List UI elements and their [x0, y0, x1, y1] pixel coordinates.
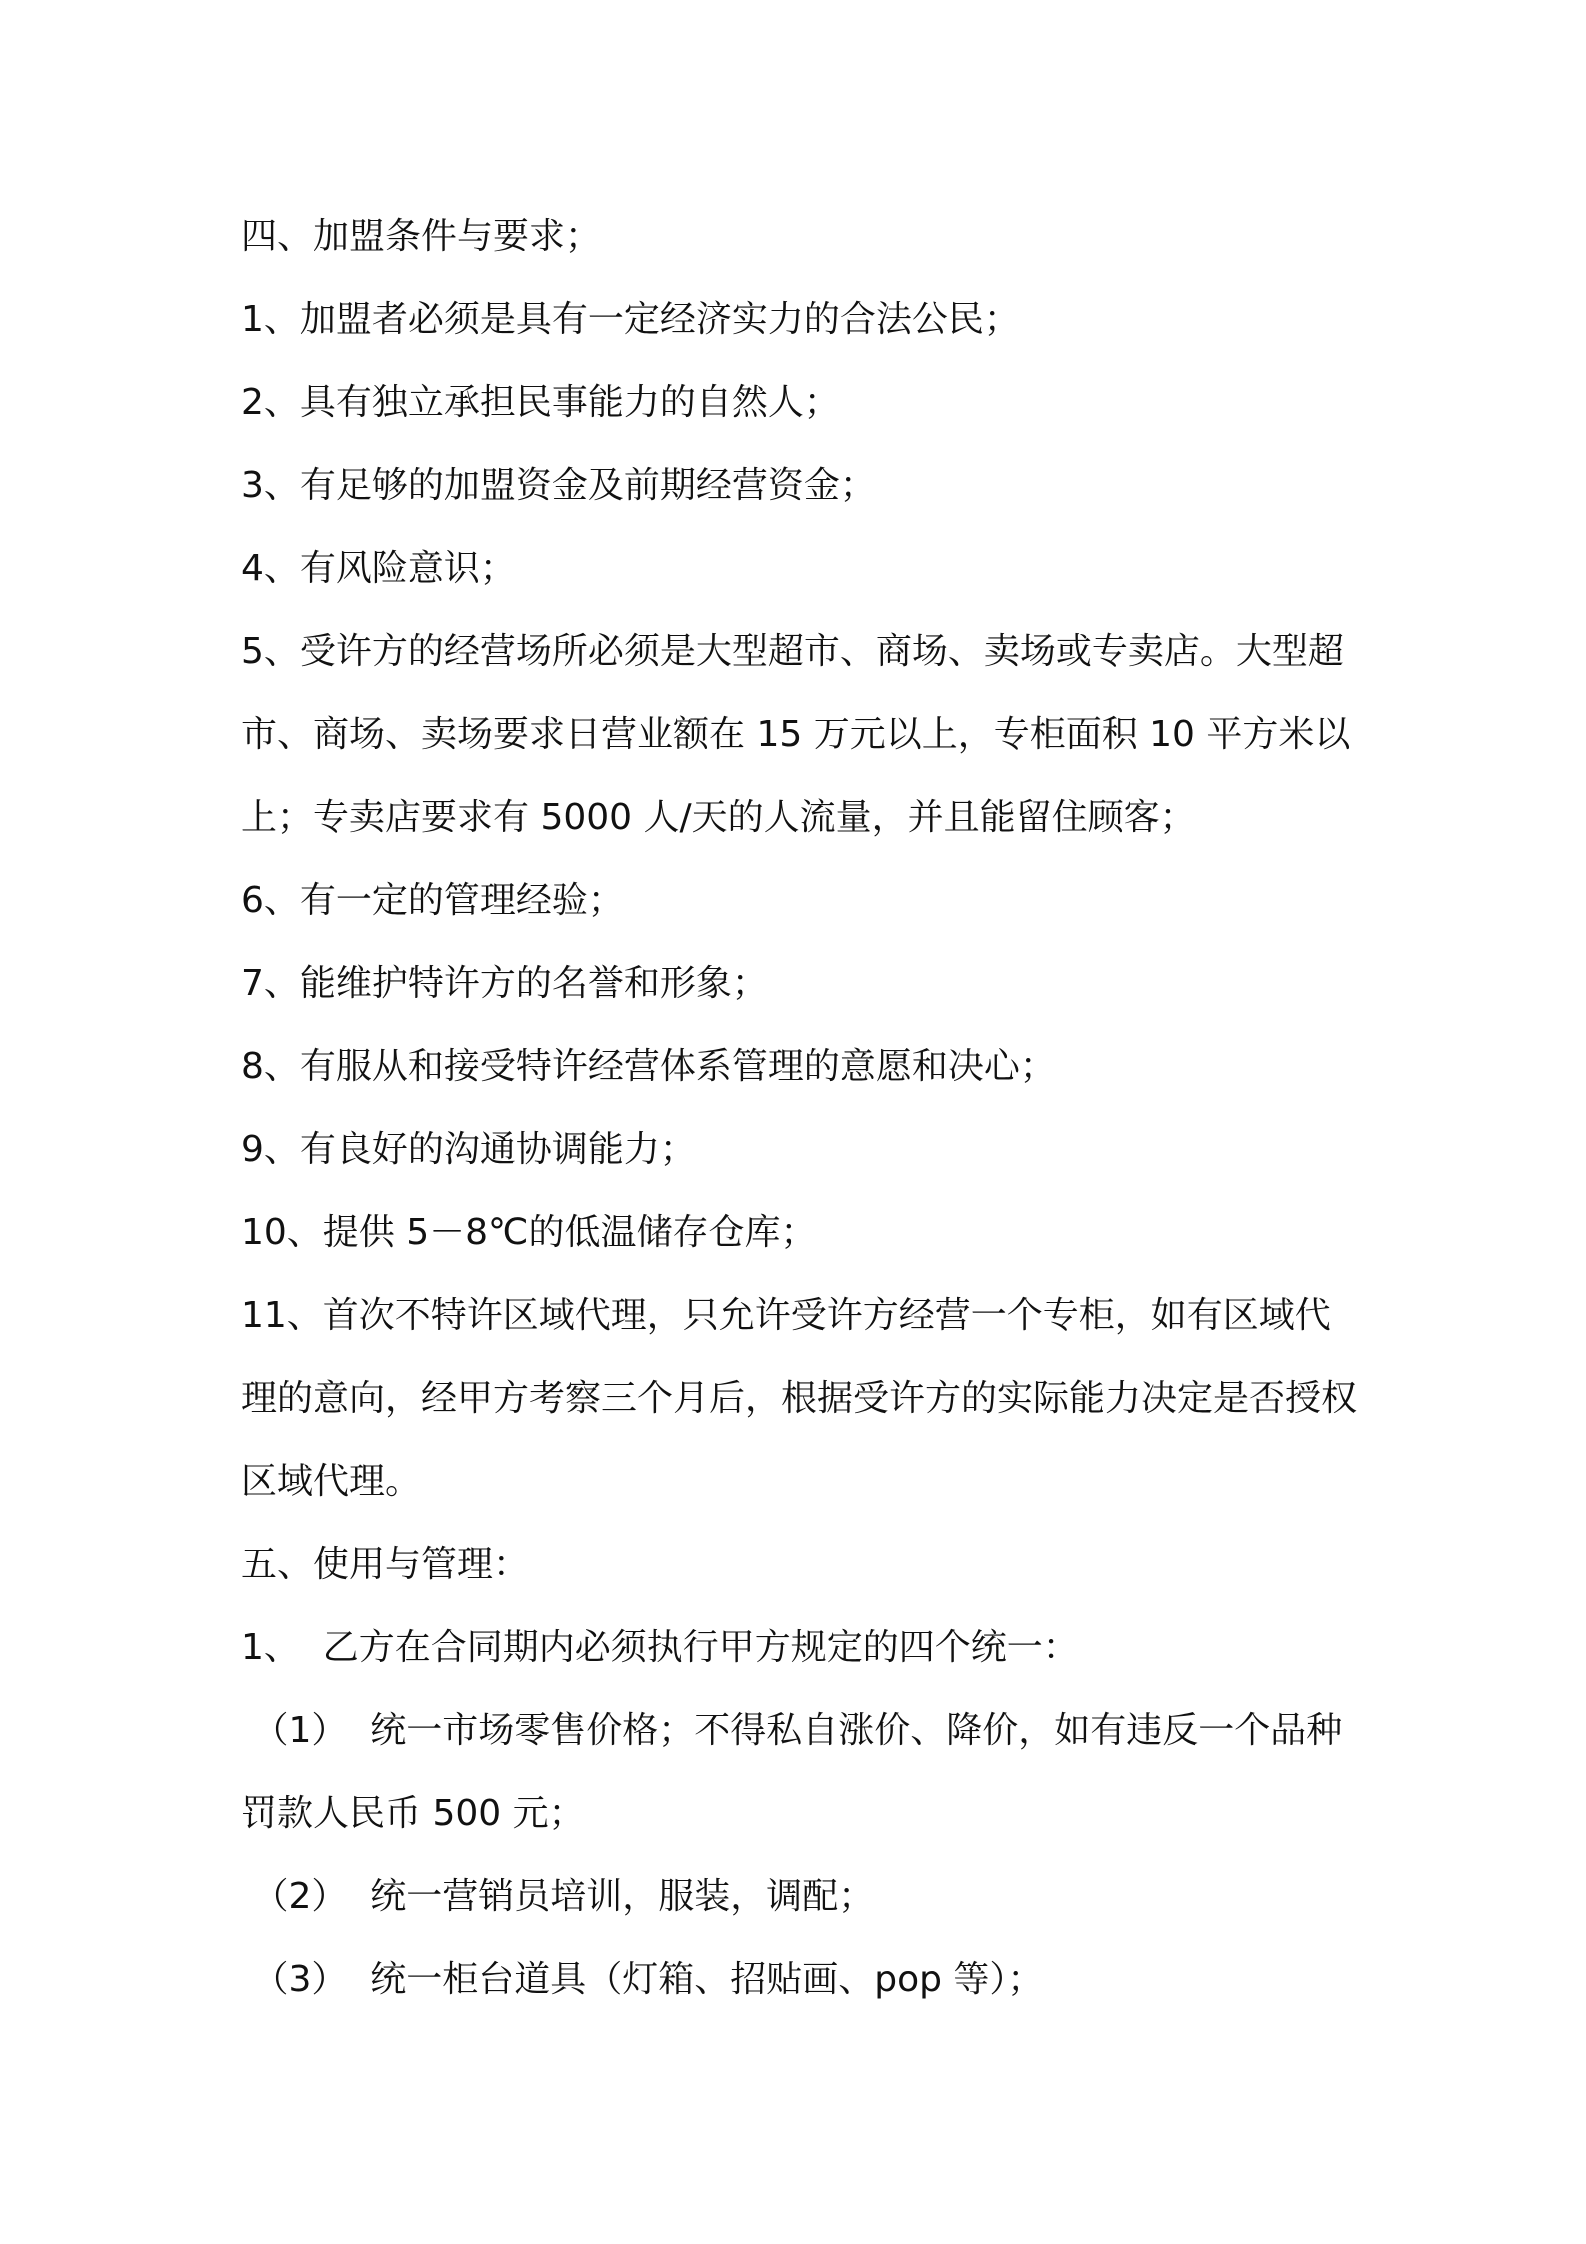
document-body: [241, 195, 1361, 2021]
condition-item-2: 2、具有独立承担民事能力的自然人；: [241, 382, 840, 423]
condition-item-5: 5、受许方的经营场所必须是大型超市、商场、卖场或专卖店。大型超市、商场、卖场要求日营业额在 15 万元以上，专柜面积 10 平方米以上；专卖店要求有 5000 人/天的人流量，并且能留住顾客；: [241, 631, 1351, 838]
condition-item-1: 1、加盟者必须是具有一定经济实力的合法公民；: [241, 299, 1020, 340]
management-subitem-1: （1） 统一市场零售价格；不得私自涨价、降价，如有违反一个品种罚款人民币 500 元；: [241, 1710, 1343, 1834]
section-heading-5: 五、使用与管理：: [241, 1544, 530, 1585]
condition-item-11: 11、首次不特许区域代理，只允许受许方经营一个专柜，如有区域代理的意向，经甲方考察三个月后，根据受许方的实际能力决定是否授权区域代理。: [241, 1295, 1358, 1502]
management-item-1: 1、 乙方在合同期内必须执行甲方规定的四个统一：: [241, 1627, 1079, 1668]
condition-item-7: 7、能维护特许方的名誉和形象；: [241, 963, 768, 1004]
condition-item-10: 10、提供 5－8℃的低温储存仓库；: [241, 1212, 817, 1253]
management-subitem-3: （3） 统一柜台道具（灯箱、招贴画、pop 等）；: [241, 1959, 1044, 2000]
condition-item-8: 8、有服从和接受特许经营体系管理的意愿和决心；: [241, 1046, 1056, 1087]
condition-item-3: 3、有足够的加盟资金及前期经营资金；: [241, 465, 876, 506]
management-subitem-2: （2） 统一营销员培训，服装，调配；: [241, 1876, 875, 1917]
section-heading-4: 四、加盟条件与要求；: [241, 216, 602, 257]
condition-item-9: 9、有良好的沟通协调能力；: [241, 1129, 696, 1170]
condition-item-6: 6、有一定的管理经验；: [241, 880, 624, 921]
condition-item-4: 4、有风险意识；: [241, 548, 516, 589]
